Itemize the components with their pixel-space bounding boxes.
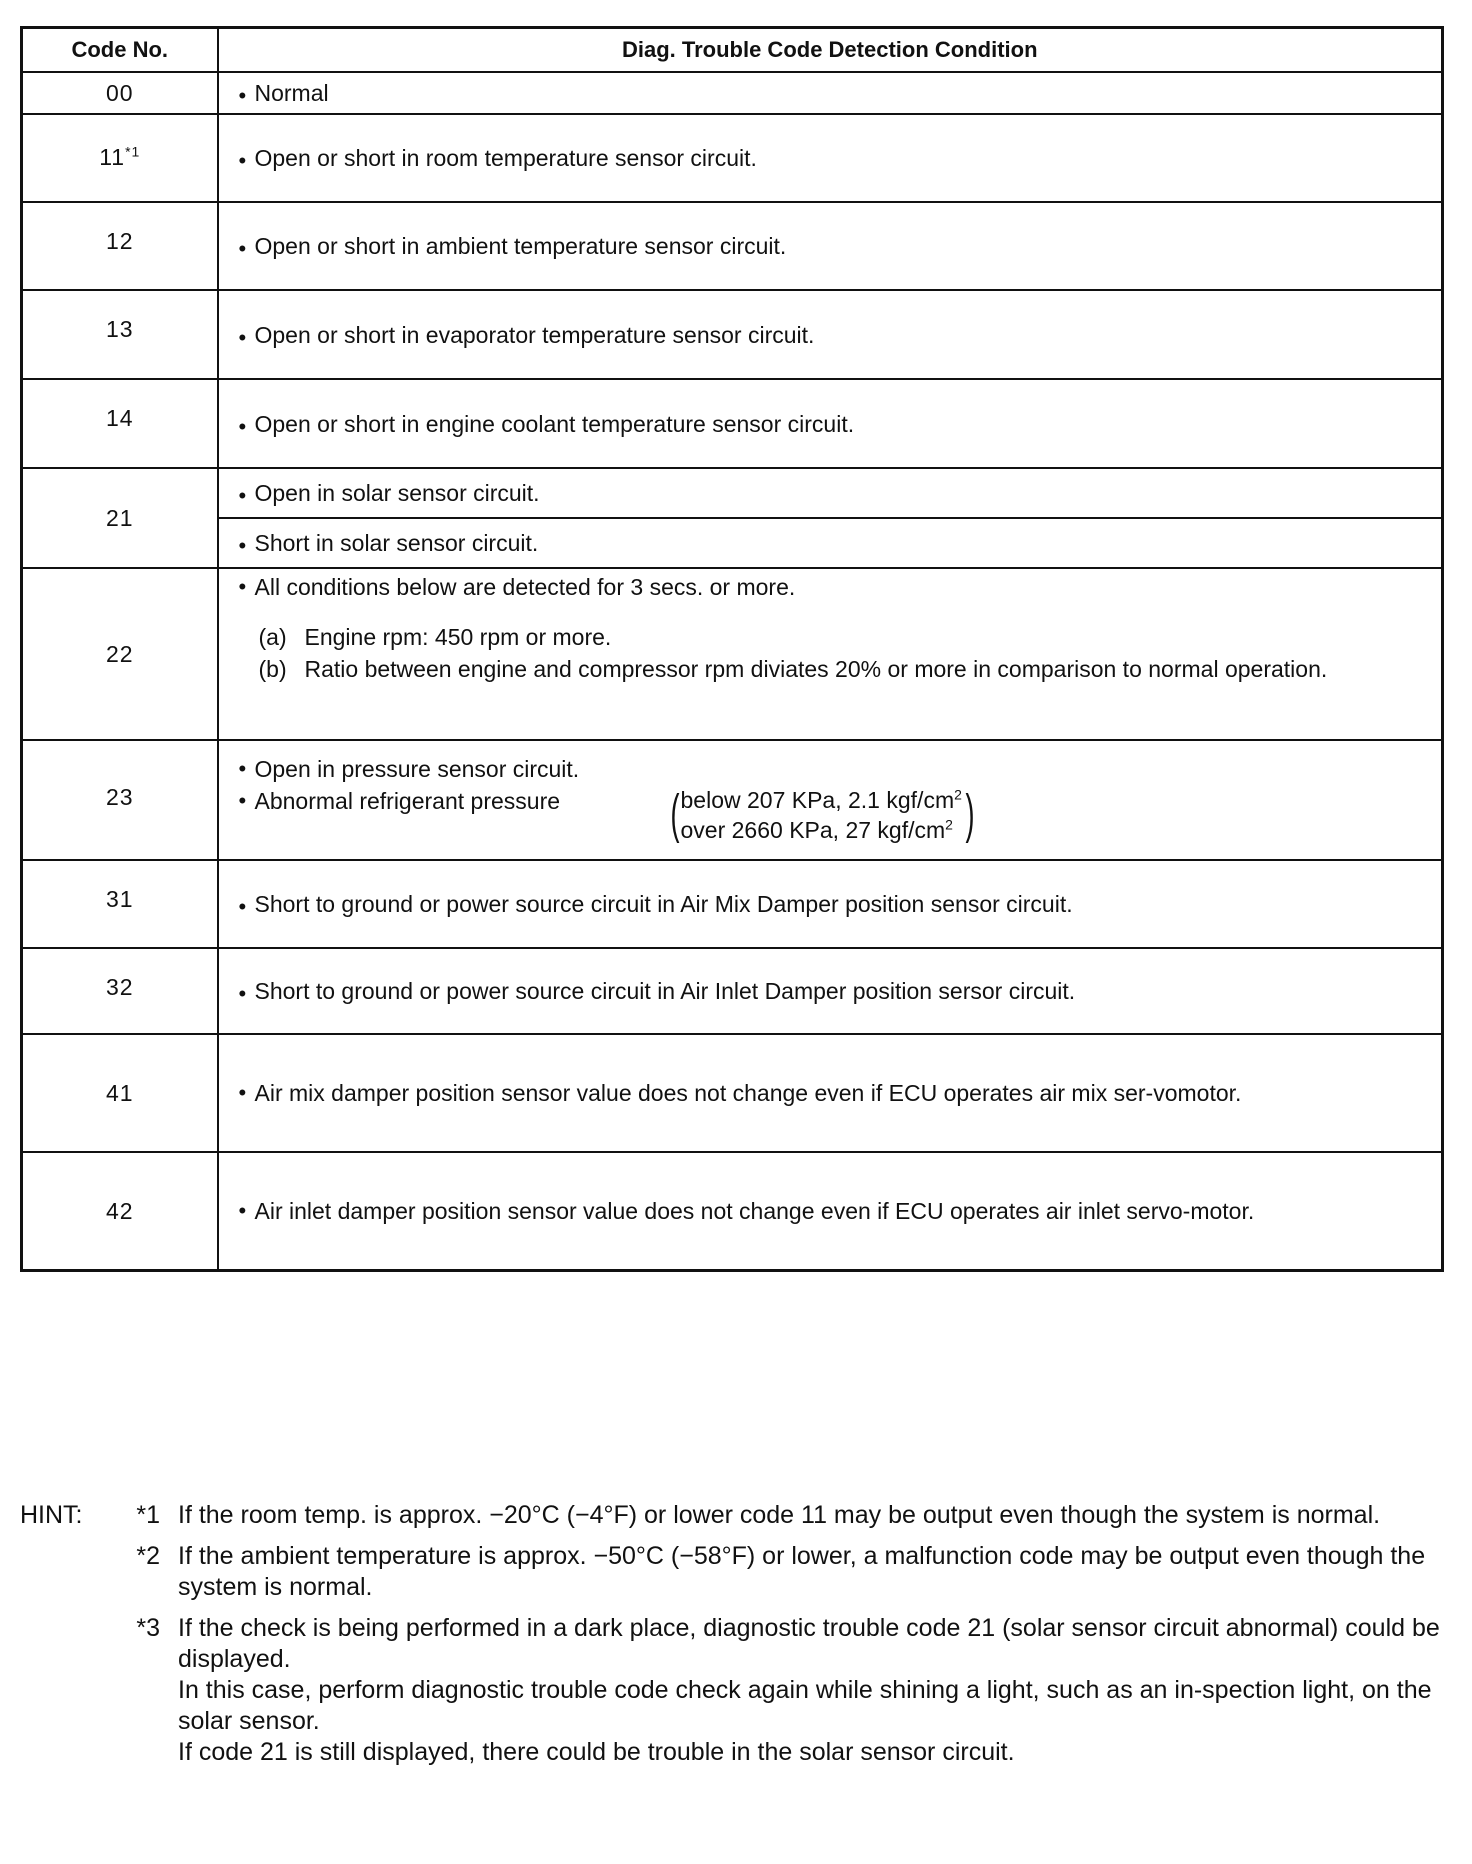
code-cell: 32 (22, 948, 218, 1034)
table-row (22, 1152, 1443, 1270)
range-low: below 207 KPa, 2.1 kgf/cm (680, 787, 955, 813)
sub-label: (a) (258, 624, 287, 650)
condition-text: • All conditions below are detected for 3 secs. or more. (255, 571, 1426, 603)
condition-text: • Open in solar sensor circuit. (255, 480, 540, 506)
code-cell: 14 (22, 379, 218, 468)
hint-line: If the ambient temperature is approx. −50°C (−58°F) or lower, a malfunction code may be output even though the system is normal. (178, 1542, 1426, 1601)
condition-cell (218, 468, 1443, 518)
range-high: over 2660 KPa, 27 kgf/cm (680, 817, 946, 843)
condition-cell (218, 1152, 1443, 1270)
condition-text: • Open or short in engine coolant temperature sensor circuit. (255, 411, 855, 437)
list-item (255, 653, 1426, 685)
table-header-row (22, 28, 1443, 73)
hint-note (20, 1541, 1452, 1603)
hint-text (178, 1541, 1452, 1603)
unit-exponent: 2 (954, 786, 962, 803)
condition-text: • Abnormal refrigerant pressure (255, 785, 667, 817)
pressure-range (667, 785, 976, 845)
code-cell: 12 (22, 202, 218, 290)
condition-cell (218, 114, 1443, 202)
list-item (255, 621, 1426, 653)
sub-condition-list (255, 621, 1426, 685)
condition-cell (218, 72, 1443, 114)
footnote-marker: *2 (136, 1542, 160, 1570)
table-row (22, 202, 1443, 290)
hint-line: If the room temp. is approx. −20°C (−4°F) or lower code 11 may be output even though the system is normal. (178, 1501, 1381, 1529)
code-cell: 31 (22, 860, 218, 948)
condition-text: • Short to ground or power source circuit in Air Mix Damper position sensor circuit. (255, 891, 1073, 917)
sub-text: Ratio between engine and compressor rpm diviates 20% or more in comparison to normal operation. (304, 656, 1328, 682)
hint-line: If the check is being performed in a dark place, diagnostic trouble code 21 (solar sensor circuit abnormal) could be displayed. (178, 1614, 1440, 1673)
footnote-marker: *3 (136, 1614, 160, 1642)
footnote-marker: *1 (125, 143, 141, 160)
code-cell: 22 (22, 568, 218, 740)
sub-text: Engine rpm: 450 rpm or more. (304, 624, 612, 650)
condition-cell (218, 518, 1443, 568)
hint-note (20, 1613, 1452, 1768)
table-row (22, 72, 1443, 114)
table-row (22, 468, 1443, 518)
hint-note (20, 1500, 1452, 1531)
condition-text: • Short to ground or power source circuit in Air Inlet Damper position sersor circuit. (255, 978, 1076, 1004)
sub-label: (b) (258, 656, 287, 682)
table-row (22, 379, 1443, 468)
diagnostic-trouble-code-table (20, 26, 1444, 1272)
condition-cell (218, 1034, 1443, 1152)
range-values (681, 785, 962, 845)
code-cell: 00 (22, 72, 218, 114)
condition-text: • Short in solar sensor circuit. (255, 530, 539, 556)
code-cell: 41 (22, 1034, 218, 1152)
hint-line: In this case, perform diagnostic trouble code check again while shining a light, such as an in-spection light, on the solar sensor. (178, 1676, 1432, 1735)
code-cell: 21 (22, 468, 218, 568)
table-row (22, 568, 1443, 740)
condition-text: • Normal (255, 80, 329, 106)
header-detection-condition: Diag. Trouble Code Detection Condition (218, 28, 1443, 73)
condition-text: • Air mix damper position sensor value does not change even if ECU operates air mix ser-vomotor. (255, 1077, 1426, 1109)
condition-text: • Open or short in evaporator temperature sensor circuit. (255, 322, 815, 348)
condition-text: • Open in pressure sensor circuit. (255, 753, 1426, 785)
hint-text (178, 1613, 1452, 1768)
condition-cell (218, 379, 1443, 468)
hint-label: HINT: (20, 1501, 83, 1529)
code-value: 11 (99, 144, 126, 170)
condition-cell (218, 948, 1443, 1034)
condition-cell (218, 740, 1443, 860)
condition-text: • Open or short in ambient temperature sensor circuit. (255, 233, 787, 259)
table-row (22, 740, 1443, 860)
condition-cell (218, 860, 1443, 948)
condition-text: • Air inlet damper position sensor value does not change even if ECU operates air inlet servo-motor. (255, 1195, 1426, 1227)
hint-line: If code 21 is still displayed, there could be trouble in the solar sensor circuit. (178, 1738, 1015, 1766)
table-row (22, 518, 1443, 568)
condition-text: • Open or short in room temperature sensor circuit. (255, 145, 757, 171)
code-cell: 23 (22, 740, 218, 860)
code-cell: 42 (22, 1152, 218, 1270)
condition-cell (218, 202, 1443, 290)
header-code-no: Code No. (22, 28, 218, 73)
condition-cell (218, 568, 1443, 740)
close-paren: ) (965, 784, 975, 844)
unit-exponent: 2 (945, 816, 953, 833)
table-row (22, 290, 1443, 379)
condition-cell (218, 290, 1443, 379)
hint-section (20, 1500, 1452, 1778)
table-row (22, 860, 1443, 948)
table-row (22, 948, 1443, 1034)
table-row (22, 1034, 1443, 1152)
table-row (22, 114, 1443, 202)
code-cell: 13 (22, 290, 218, 379)
footnote-marker: *1 (136, 1501, 160, 1529)
hint-text (178, 1500, 1452, 1531)
open-paren: ( (670, 784, 679, 844)
pressure-condition (255, 785, 1426, 845)
code-cell (22, 114, 218, 202)
